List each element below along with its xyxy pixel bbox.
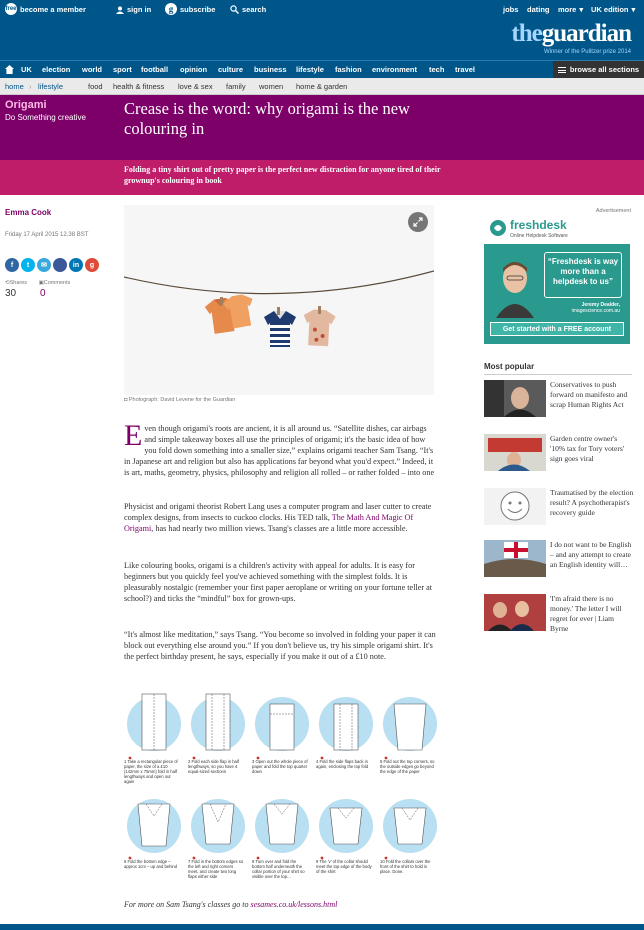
headline: Crease is the word: why origami is the new colouring in: [124, 99, 410, 138]
nav-item-uk[interactable]: UK: [21, 65, 32, 74]
nav-item-travel[interactable]: travel: [455, 65, 476, 74]
article-header: [0, 95, 644, 160]
most-popular-item[interactable]: [484, 488, 634, 532]
chevron-down-icon: ▾: [631, 5, 636, 14]
browse-label: browse all sections: [569, 65, 640, 74]
nav-item-sport[interactable]: sport: [113, 65, 132, 74]
nav-item-business[interactable]: business: [254, 65, 287, 74]
sub-nav: [0, 78, 644, 95]
most-popular-thumb: [484, 380, 546, 417]
freshdesk-logo-icon: [489, 219, 507, 237]
free-badge-icon: free: [5, 3, 17, 15]
sign-in-label: sign in: [127, 5, 152, 14]
facebook-icon[interactable]: f: [5, 258, 19, 272]
subnav-item-family[interactable]: family: [226, 82, 246, 91]
jobs-link[interactable]: jobs: [503, 5, 519, 14]
twitter-icon[interactable]: t: [21, 258, 35, 272]
more-menu[interactable]: [558, 5, 583, 14]
caption-text: Photograph: David Levene for the Guardian: [128, 397, 236, 403]
home-icon[interactable]: [5, 65, 14, 74]
share-buttons: [5, 258, 99, 272]
step-5: 5 Fold out the top corners, so the outside edges go beyond the edge of the paper: [380, 759, 435, 774]
origami-instructions-diagram: [124, 686, 444, 896]
masthead: [0, 20, 644, 60]
paragraph-1-text: ven though origami's roots are ancient, it is all around us. “Satellite dishes, car airbags and simple takeaway boxes all use the principles of origami; it's the basic idea of how you fold down something into a smaller size,” explains origami teacher Sam Tsang. “It's in Japanese art and religion but also has applications far beyond what you'd expect.” Indeed, it is art, maths, geometry, physics, philosophy and religion all rolled – or rather folded – into one: [124, 424, 435, 477]
sign-in-link[interactable]: [116, 5, 151, 14]
step-7: 7 Fold in the bottom edges so the left and right corners meet, and create two long flaps either side: [188, 859, 244, 879]
standfirst: Folding a tiny shirt out of pretty paper is the perfect new distraction for anyone tired of their grownup's colouring in book: [124, 165, 441, 185]
image-caption: [124, 397, 235, 403]
nav-item-opinion[interactable]: opinion: [180, 65, 208, 74]
breadcrumb-lifestyle[interactable]: lifestyle: [38, 82, 64, 91]
ad-person: [570, 302, 620, 314]
series-name[interactable]: Do Something creative: [5, 113, 86, 122]
step-9: 9 The 'v' of the collar should meet the top edge of the body of the shirt: [316, 859, 372, 874]
subnav-item-home-garden[interactable]: home & garden: [296, 82, 348, 91]
email-icon[interactable]: ✉: [37, 258, 51, 272]
paragraph-2: [124, 501, 436, 534]
nav-item-environment[interactable]: environment: [372, 65, 418, 74]
top-bar: [0, 0, 644, 20]
ad-person-company: imagescience.com.au: [571, 308, 620, 314]
ted-talk-link[interactable]: The Math And Magic Of Origami: [124, 513, 414, 533]
most-popular-thumb: [484, 594, 546, 631]
most-popular-divider: [484, 374, 632, 375]
logo-guardian: guardian: [541, 20, 631, 47]
drop-cap: E: [124, 419, 143, 452]
share-icon: ⟲: [5, 280, 10, 286]
paragraph-2-text-a: Physicist and origami theorist Robert Lang uses a computer program and laser cutter to create complex designs, from insects to cuckoo clocks. His TED talk,: [124, 502, 432, 522]
search-icon: [230, 5, 239, 14]
step-4: 4 Fold the side flaps back in again, enclosing the top fold: [316, 759, 369, 769]
main-nav: [0, 60, 644, 78]
byline[interactable]: Emma Cook: [5, 208, 52, 217]
main-image: [124, 205, 434, 395]
most-popular-item[interactable]: [484, 540, 634, 584]
footer-note-text: For more on Sam Tsang's classes go to: [124, 900, 251, 909]
paragraph-3: Like colouring books, origami is a children's activity with appeal for adults. It is easy for beginners but you quickly feel you've achieved something with the simplest folds. It is pleasurably nostalgic (remember your first paper aeroplane or writing on your fortune teller at school?) and ticks the “mindful” box for grown-ups.: [124, 561, 433, 603]
camera-icon: ◘: [124, 397, 128, 403]
most-popular-headline: 'I'm afraid there is no money.' The letter I will regret for ever | Liam Byrne: [550, 594, 622, 633]
nav-item-football[interactable]: football: [141, 65, 169, 74]
guardian-logo[interactable]: [511, 20, 631, 48]
classes-link[interactable]: sesames.co.uk/lessons.html: [250, 900, 338, 909]
step-3: 3 Open out the whole piece of paper and fold the top quarter down: [252, 759, 308, 774]
tagline: Winner of the Pulitzer prize 2014: [543, 49, 631, 55]
share-count: 30: [5, 288, 17, 299]
most-popular-headline: Conservatives to push forward on manifesto and scrap Human Rights Act: [550, 380, 628, 409]
comments-label: Comments: [43, 280, 71, 286]
search-label: search: [242, 5, 267, 14]
subnav-item-food[interactable]: food: [88, 82, 103, 91]
ad-cta-button[interactable]: Get started with a FREE account: [490, 322, 624, 336]
ad-person-photo: [492, 250, 538, 318]
linkedin-icon[interactable]: in: [69, 258, 83, 272]
publish-date: Friday 17 April 2015 12.38 BST: [5, 232, 89, 238]
browse-all-sections-button[interactable]: [553, 61, 644, 78]
nav-item-lifestyle[interactable]: lifestyle: [296, 65, 324, 74]
step-10: 10 Fold the collars over the front of the shirt to hold in place. Done.: [380, 859, 431, 874]
most-popular-item[interactable]: [484, 594, 634, 638]
step-2: 2 Fold each side flap in half lengthways, so you have 4 equal-sized sections: [188, 759, 239, 774]
footer-note: [124, 900, 337, 909]
edition-label: UK edition: [591, 5, 629, 14]
nav-item-world[interactable]: world: [82, 65, 102, 74]
most-popular-thumb: [484, 488, 546, 525]
most-popular-item[interactable]: [484, 380, 634, 424]
breadcrumb-home[interactable]: home: [5, 82, 24, 91]
ad-subtitle: Online Helpdesk Software: [510, 233, 568, 239]
menu-icon: [558, 67, 566, 73]
become-member-link[interactable]: [5, 3, 86, 15]
paragraph-1: [124, 419, 436, 478]
step-8: 8 Turn over and fold the bottom half underneath the collar portion of your shirt so visible over the top…: [252, 859, 305, 879]
search-link[interactable]: [230, 5, 266, 14]
subnav-item-women[interactable]: women: [259, 82, 284, 91]
most-popular-headline: Garden centre owner's '10% tax for Tory voters' sign goes viral: [550, 434, 625, 463]
edition-menu[interactable]: [591, 5, 635, 14]
ad-person-name: Jeremy Dealder,: [581, 302, 620, 308]
step-6: 6 Fold the bottom edge – approx 1cm – up and behind: [124, 859, 178, 869]
origami-shirts-photo: [124, 205, 434, 395]
section-name[interactable]: Origami: [5, 99, 47, 111]
paragraph-4: “It's almost like meditation,” says Tsang. “You become so involved in folding your paper it can block out everything else around you.” If you don't believe us, try his simple origami shirt. It's the perfect birthday present, he says, especially if you make it out of a £10 note.: [124, 630, 436, 661]
guardian-g-icon: g: [165, 3, 177, 15]
logo-the: the: [511, 20, 542, 47]
subnav-item-health[interactable]: health & fitness: [113, 82, 165, 91]
breadcrumb-separator: ›: [29, 82, 32, 91]
become-member-label: become a member: [20, 4, 86, 14]
subscribe-link[interactable]: [165, 3, 215, 15]
ad-quote: “Freshdesk is way more than a helpdesk to us”: [544, 252, 622, 298]
subscribe-label: subscribe: [180, 4, 216, 14]
user-icon: [116, 6, 124, 14]
step-1: 1 Take a rectangular piece of paper, the size of a £10 (142mm x 75mm) fold in half lengthways and open out again: [124, 759, 178, 784]
more-label: more: [558, 5, 577, 14]
nav-item-election[interactable]: election: [42, 65, 71, 74]
most-popular-item[interactable]: [484, 434, 634, 478]
ad-brand: freshdesk: [510, 218, 567, 232]
footer-bar: [0, 924, 644, 930]
expand-icon: [413, 217, 423, 227]
shares-label: Shares: [9, 280, 28, 286]
expand-image-button[interactable]: [408, 212, 428, 232]
nav-item-fashion[interactable]: fashion: [335, 65, 362, 74]
google-plus-icon[interactable]: g: [85, 258, 99, 272]
comments-icon: ▣: [38, 280, 44, 286]
nav-item-tech[interactable]: tech: [429, 65, 445, 74]
ad-header: [484, 214, 630, 244]
paragraph-2-text-b: , has had nearly two million views. Tsang's classes are a little more accessible.: [151, 524, 408, 533]
share-count-labels: [5, 280, 70, 286]
most-popular-thumb: [484, 434, 546, 471]
advertisement-label: Advertisement: [595, 208, 631, 214]
nav-item-culture[interactable]: culture: [218, 65, 244, 74]
standfirst-band: [0, 160, 644, 195]
pinterest-icon[interactable]: [53, 258, 67, 272]
most-popular-thumb: [484, 540, 546, 577]
freshdesk-advert[interactable]: [484, 214, 630, 344]
subnav-item-love[interactable]: love & sex: [178, 82, 213, 91]
most-popular-headline: I do not want to be English – and any attempt to create an English identity will…: [550, 540, 632, 569]
dating-link[interactable]: dating: [527, 5, 550, 14]
chevron-down-icon: ▾: [579, 5, 584, 14]
most-popular-headline: Traumatised by the election result? A psychotherapist's recovery guide: [550, 488, 634, 517]
comment-count[interactable]: 0: [40, 288, 46, 299]
most-popular-title: Most popular: [484, 362, 535, 371]
